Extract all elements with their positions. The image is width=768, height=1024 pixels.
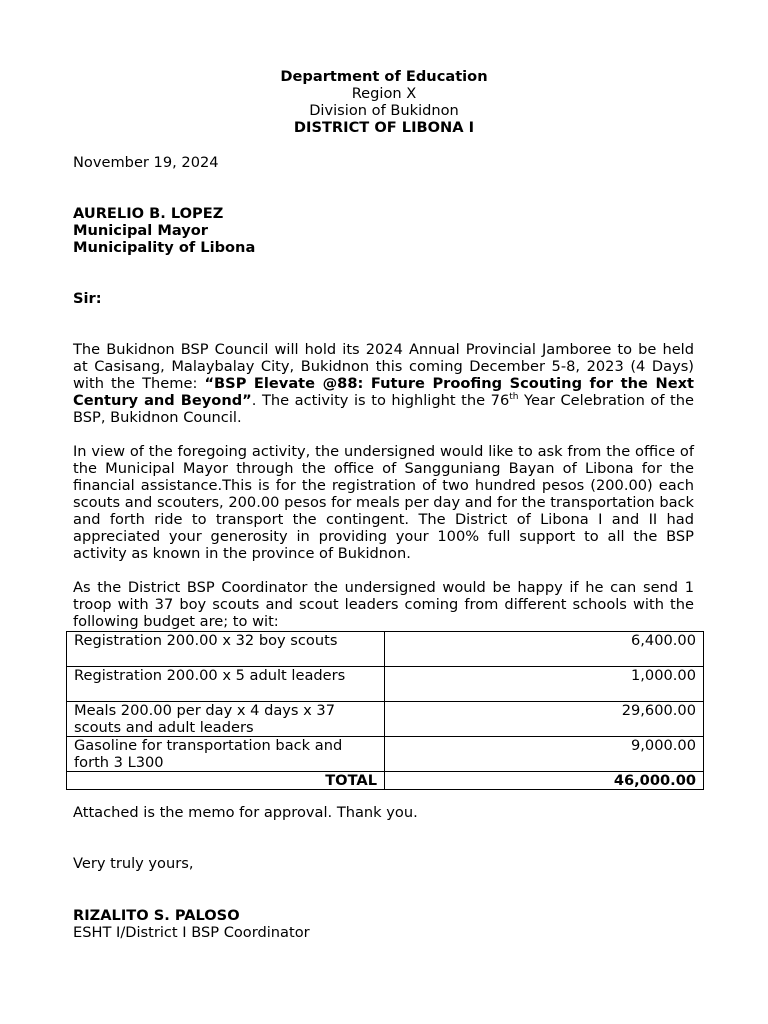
budget-item: Registration 200.00 x 32 boy scouts — [67, 632, 385, 667]
budget-amount: 6,400.00 — [385, 632, 704, 667]
budget-row — [67, 702, 704, 737]
division-name: Division of Bukidnon — [309, 102, 459, 119]
district-name: DISTRICT OF LIBONA I — [293, 119, 475, 136]
budget-item: Meals 200.00 per day x 4 days x 37 scouts and adult leaders — [67, 702, 385, 737]
budget-row — [67, 667, 704, 702]
letterhead — [0, 68, 768, 136]
budget-amount: 9,000.00 — [385, 737, 704, 772]
total-label: TOTAL — [67, 772, 385, 790]
budget-item: Gasoline for transportation back and forth 3 L300 — [67, 737, 385, 772]
signatory-name: RIZALITO S. PALOSO — [73, 907, 240, 924]
department-name: Department of Education — [280, 68, 488, 85]
paragraph-budget-intro: As the District BSP Coordinator the undersigned would be happy if he can send 1 troop with 37 boy scouts and scout leaders coming from different schools with the following budget are; to wit: — [73, 579, 694, 630]
budget-amount: 29,600.00 — [385, 702, 704, 737]
budget-total-row — [67, 772, 704, 790]
region-name: Region X — [351, 85, 417, 102]
paragraph-jamboree-intro: The Bukidnon BSP Council will hold its 2024 Annual Provincial Jamboree to be held at Casisang, Malaybalay City, Bukidnon this coming December 5-8, 2023 (4 Days) with the Theme: — [73, 341, 694, 392]
paragraph-jamboree-mid: . The activity is to highlight the 76 — [251, 392, 510, 409]
budget-row — [67, 737, 704, 772]
letter-date: November 19, 2024 — [73, 154, 219, 171]
paragraph-request: In view of the foregoing activity, the undersigned would like to ask from the office of the Municipal Mayor through the office of Sangguniang Bayan of Libona for the financial assistance.This is for the registration of two hundred pesos (200.00) each scouts and scouters, 200.00 pesos for meals per day and for the transportation back and forth ride to transport the contingent. The District of Libona I and II had appreciated your generosity in providing your 100% full support to all the BSP activity as known in the province of Bukidnon. — [73, 443, 694, 562]
closing-note: Attached is the memo for approval. Thank you. — [73, 804, 418, 821]
signatory-position: ESHT I/District I BSP Coordinator — [73, 924, 310, 941]
paragraph-jamboree — [73, 341, 694, 426]
paragraph-jamboree-end: Year Celebration of the BSP, Bukidnon Council. — [73, 392, 694, 426]
recipient-name: AURELIO B. LOPEZ — [73, 205, 224, 222]
ordinal-suffix: th — [509, 392, 519, 403]
salutation: Sir: — [73, 290, 102, 307]
complimentary-close: Very truly yours, — [73, 855, 194, 872]
budget-row — [67, 632, 704, 667]
total-amount: 46,000.00 — [385, 772, 704, 790]
budget-amount: 1,000.00 — [385, 667, 704, 702]
budget-table — [66, 631, 704, 790]
jamboree-theme: “BSP Elevate @88: Future Proofing Scouting for the Next Century and Beyond” — [73, 375, 694, 409]
recipient-office: Municipality of Libona — [73, 239, 256, 256]
recipient-title: Municipal Mayor — [73, 222, 208, 239]
budget-item: Registration 200.00 x 5 adult leaders — [67, 667, 385, 702]
